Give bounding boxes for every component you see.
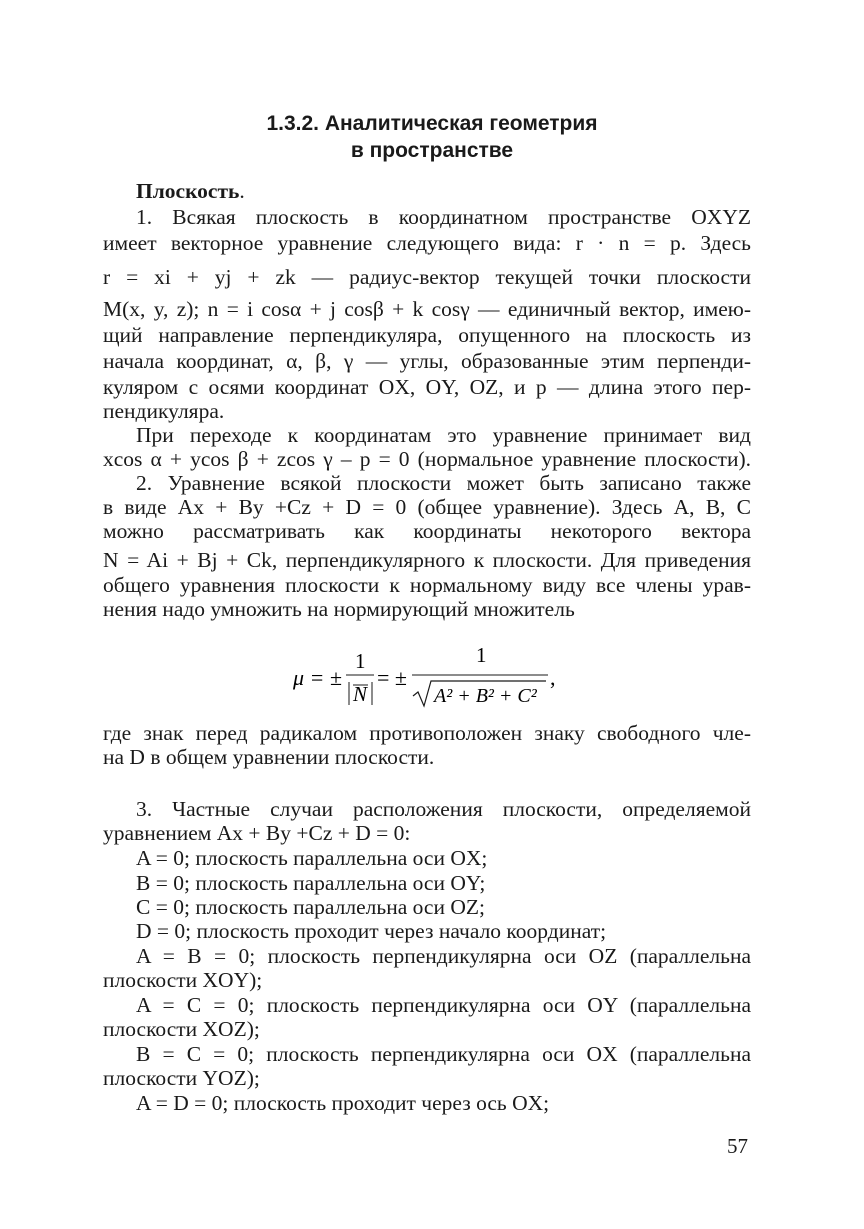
text-line: общего уравнения плоскости к нормальному виду все члены урав- — [103, 573, 751, 597]
formula-equals-pm: = ± — [377, 665, 407, 690]
text-line: уравнением Ax + By +Cz + D = 0: — [103, 821, 411, 845]
case-item: B = C = 0; плоскость перпендикулярна оси OX (параллельна — [136, 1042, 751, 1066]
text-line: 3. Частные случаи расположения плоскости, определяемой — [136, 797, 751, 821]
subsection-title — [136, 178, 751, 204]
text-line: N = Ai + Bj + Ck, перпендикулярного к плоскости. Для приведения — [103, 548, 751, 572]
subsection-title-dot: . — [239, 179, 245, 203]
section-heading-line1: 1.3.2. Аналитическая геометрия — [266, 112, 598, 135]
formula-comma: , — [550, 665, 556, 690]
case-item: плоскости XOY); — [103, 968, 263, 992]
case-item: A = D = 0; плоскость проходит через ось OX; — [136, 1091, 550, 1115]
case-item: C = 0; плоскость параллельна оси OZ; — [136, 895, 485, 919]
formula-denominator-2: A² + B² + C² — [434, 685, 537, 707]
text-line: 2. Уравнение всякой плоскости может быть записано также — [136, 471, 751, 495]
subsection-title-text: Плоскость — [136, 179, 240, 203]
formula-denominator-1: N — [353, 682, 368, 706]
text-line: пендикуляра. — [103, 399, 225, 423]
text-line: При переходе к координатам это уравнение принимает вид — [136, 423, 751, 447]
text-line: в виде Ax + By +Cz + D = 0 (общее уравнение). Здесь A, B, C — [103, 495, 751, 519]
text-line: начала координат, α, β, γ — углы, образованные этим перпенди- — [103, 349, 751, 373]
text-line: куляром с осями координат OX, OY, OZ, и p — длина этого пер- — [103, 375, 751, 399]
text-line: на D в общем уравнении плоскости. — [103, 745, 435, 769]
text-line: имеет векторное уравнение следующего вида: r · n = p. Здесь — [103, 231, 751, 255]
section-heading-line2: в пространстве — [350, 139, 514, 162]
text-line: нения надо умножить на нормирующий множитель — [103, 597, 575, 621]
text-line: 1. Всякая плоскость в координатном пространстве OXYZ — [136, 205, 751, 229]
case-item: плоскости XOZ); — [103, 1017, 260, 1041]
formula-numerator-2: 1 — [476, 643, 487, 667]
formula-numerator-1: 1 — [355, 649, 366, 673]
normalizing-factor-formula — [0, 640, 864, 710]
text-line: xcos α + ycos β + zcos γ – p = 0 (нормальное уравнение плоскости). — [103, 447, 751, 471]
case-item: A = B = 0; плоскость перпендикулярна оси OZ (параллельна — [136, 944, 751, 968]
formula-lhs: μ = ± — [293, 665, 342, 690]
text-line: M(x, y, z); n = i cosα + j cosβ + k cosγ — единичный вектор, имею- — [103, 297, 751, 321]
text-line: где знак перед радикалом противоположен знаку свободного чле- — [103, 721, 751, 745]
page-number: 57 — [727, 1134, 748, 1158]
text-line: можно рассматривать как координаты некоторого вектора — [103, 519, 751, 543]
case-item: A = C = 0; плоскость перпендикулярна оси OY (параллельна — [136, 993, 751, 1017]
case-item: A = 0; плоскость параллельна оси OX; — [136, 846, 488, 870]
case-item: B = 0; плоскость параллельна оси OY; — [136, 871, 486, 895]
text-line: r = xi + yj + zk — радиус-вектор текущей точки плоскости — [103, 265, 751, 289]
case-item: плоскости YOZ); — [103, 1066, 260, 1090]
case-item: D = 0; плоскость проходит через начало координат; — [136, 919, 607, 943]
text-line: щий направление перпендикуляра, опущенного на плоскость из — [103, 323, 751, 347]
